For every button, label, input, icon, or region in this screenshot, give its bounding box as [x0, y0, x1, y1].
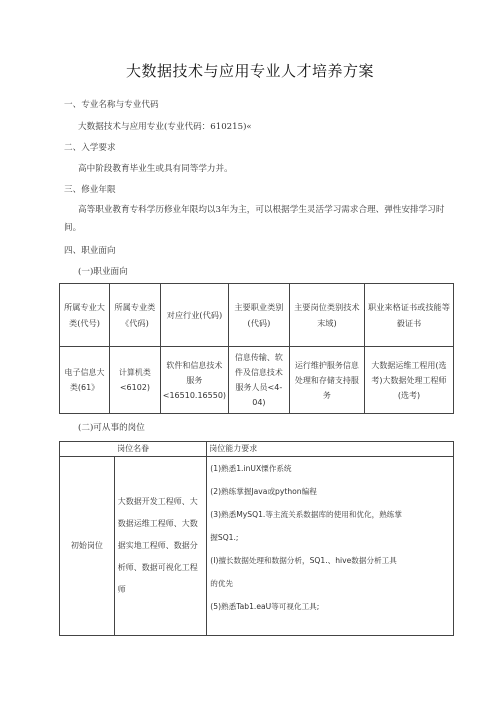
positions-table: [59, 441, 454, 636]
cell-job-titles: 大数据开发工程师、大数据运维工程师、大数据实地工程师、数据分析师、数据可视化工程师: [114, 457, 207, 636]
cell-requirements: [207, 457, 454, 636]
cell-certificate: 大数据运维工程用(选考)大数据处理工程师(选考): [364, 347, 453, 414]
header-ability-requirements: 岗位能力要求: [207, 442, 454, 457]
requirement-item: 的优先: [210, 579, 234, 588]
table-header-row: [60, 284, 454, 347]
section-3-body: 高等职业教育专科学历修业年限均以3年为主，可以根据学生灵活学习需求合理、弹性安排学习时间。: [64, 205, 445, 233]
cell-industry: 软件和信息技术服务<16510.16550): [160, 347, 228, 414]
header-position-name: 岗位名眷: [60, 442, 207, 457]
section-4-heading: 四、职业面向: [64, 246, 116, 256]
table-row: [60, 347, 454, 414]
table-header-row: [60, 442, 454, 457]
section-1-heading: 一、专业名称与专业代码: [64, 100, 159, 110]
document-title: 大数据技术与应用专业人才培养方案: [125, 62, 374, 80]
requirement-item: (1)熟悉1.inUX慄作系统: [210, 464, 292, 473]
header-certificate: 职业来格证书或技能等毅证书: [364, 284, 453, 347]
header-occupation: 主要职业类别(代码): [229, 284, 290, 347]
header-position-type: 主要岗位类别技术末域): [289, 284, 364, 347]
section-2-body: 高中阶段教育毕业生或具有同等学力并。: [78, 164, 233, 174]
requirement-item: (I)擅长数据处理和数据分析，SQ1.、hive数据分析工具: [210, 556, 397, 565]
section-3-heading: 三、修业年限: [64, 185, 116, 195]
cell-major-class: 计算机类<6102): [110, 347, 161, 414]
requirement-item: (5)熟悉Tab1.eaU等可视化工具;: [210, 602, 320, 611]
table-row: [60, 457, 454, 636]
cell-occupation: 信息传输、软件及信息技术服务人员<4-04): [229, 347, 290, 414]
subsection-positions: (二)可从事的岗位: [78, 423, 145, 433]
header-major-class: 所属专业类《代码): [110, 284, 161, 347]
header-major-category: 所属专业大类(代号): [60, 284, 110, 347]
section-1-body: 大数据技术与应用专业(专业代码：610215)«: [78, 122, 252, 132]
header-industry: 对应行业(代码): [160, 284, 228, 347]
cell-position-type: 运行维护服务信息处理和存储支持服务: [289, 347, 364, 414]
requirement-item: 握SQ1.;: [210, 533, 239, 542]
section-2-heading: 二、入学要求: [64, 143, 116, 153]
cell-position-level: 初始岗位: [60, 457, 115, 636]
subsection-career-orientation: (一)职业面向: [78, 267, 128, 277]
cell-major-category: 电子信息大类(61》: [60, 347, 110, 414]
requirement-item: (2)熟练掌握Java或python编程: [210, 487, 317, 496]
requirement-item: (3)熟悉MySQ1.等主流关系数据库的使用和优化，熟练掌: [210, 510, 402, 519]
career-orientation-table: [59, 283, 454, 414]
